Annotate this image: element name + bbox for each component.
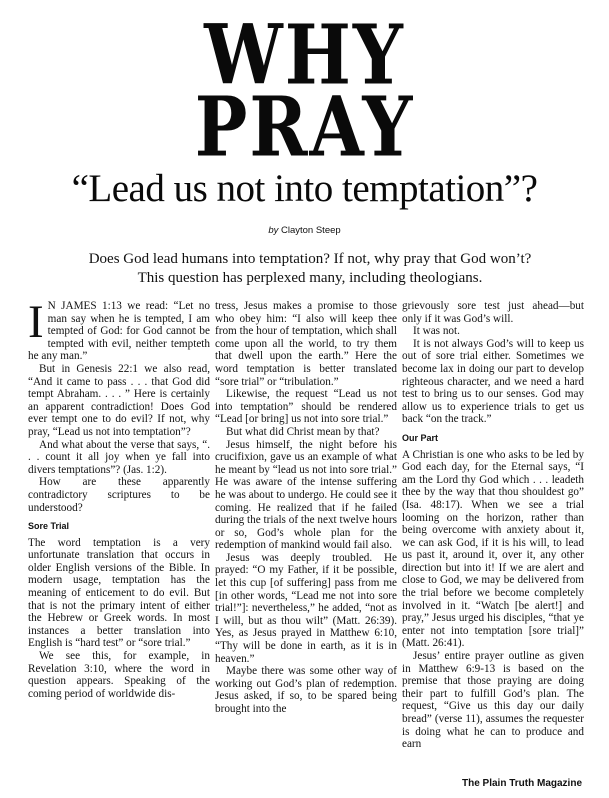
column-2-paragraph-4: Jesus himself, the night before his crucifixion, gave us an example of what he meant by “lead us not into sore trial.” He was aware of the intense suffering he was about to undergo. He could see it coming. He realized that if he failed during the trials of the next twelve hours or so, God’s whole plan for the redemption of mankind would fail also. bbox=[215, 438, 397, 552]
column-1-paragraph-5: The word temptation is a very unfortunate translation that occurs in older English versions of the Bible. In modern usage, temptation has the meaning of enticement to do evil. But that is not the primary intent of either the Hebrew or Greek words. In most instances a better translation into English is “hard test” or “sore trial.” bbox=[28, 536, 210, 650]
column-1-paragraph-4: How are these apparently contradictory scriptures to be understood? bbox=[28, 476, 210, 514]
column-3-paragraph-3: It is not always God’s will to keep us out of sore trial either. Sometimes we become lax in doing our part to develop righteous character, and we need a hard test to bring us to our senses. God may allow us to experience trials to get us back “on the track.” bbox=[402, 337, 584, 426]
column-1-paragraph-3: And what about the verse that says, “. . . count it all joy when ye fall into divers temptations”? (Jas. 1:2). bbox=[28, 438, 210, 476]
column-2 bbox=[215, 300, 397, 716]
byline-author: Clayton Steep bbox=[281, 225, 341, 236]
column-1-paragraph-2: But in Genesis 22:1 we also read, “And it came to pass . . . that God did tempt Abraham. . . . ” Here is certainly an apparent contradiction! Does God ever tempt one to do evil? If not, why pray, “Lead us not into temptation”? bbox=[28, 362, 210, 438]
byline bbox=[0, 225, 609, 236]
headline-why: WHY bbox=[204, 5, 405, 104]
column-2-paragraph-2: Likewise, the request “Lead us not into temptation” should be rendered “Lead [or bring] us not into sore trial.” bbox=[215, 388, 397, 426]
article-deck: Does God lead humans into temptation? If not, why pray that God won’t? This question has perplexed many, including theologians. bbox=[88, 251, 532, 286]
column-3-paragraph-2: It was not. bbox=[413, 325, 460, 338]
column-3-paragraph-1: grievously sore test just ahead—but only if it was God’s will. bbox=[402, 300, 584, 325]
section-heading-our-part: Our Part bbox=[402, 432, 439, 443]
column-1-paragraph-6: We see this, for example, in Revelation 3:10, where the word in question appears. Speaking of the coming period of worldwide dis- bbox=[28, 650, 210, 700]
headline-pray: PRAY bbox=[194, 77, 415, 176]
column-2-paragraph-1: tress, Jesus makes a promise to those who obey him: “I also will keep thee from the hour of temptation, which shall come upon all the world, to try them that dwell upon the earth.” Here the word temptation is better translated “sore trial” or “tribulation.” bbox=[215, 300, 397, 388]
column-3 bbox=[402, 300, 584, 751]
column-2-paragraph-5: Jesus was deeply troubled. He prayed: “O my Father, if it be possible, let this cup [of suffering] pass from me [in other words, “Lead me not into sore trial!”]: nevertheless,” he added, “not as I will, but as thou wilt” (Matt. 26:39). Yes, as Jesus prayed in Matthew 6:10, “Thy will be done in earth, as it is in heaven.” bbox=[215, 551, 397, 665]
column-1-paragraph-1-text: N JAMES 1:13 we read: “Let no man say when he is tempted, I am tempted of God: for God cannot be tempted with evil, neither tempteth he any man.” bbox=[28, 300, 210, 363]
column-1-paragraph-1 bbox=[28, 296, 210, 363]
byline-prefix: by bbox=[268, 225, 279, 236]
column-2-paragraph-6: Maybe there was some other way of working out God’s plan of redemption. Jesus asked, if so, to be spared being brought into the bbox=[215, 665, 397, 715]
section-heading-sore-trial: Sore Trial bbox=[28, 521, 70, 532]
column-1 bbox=[28, 296, 210, 700]
column-3-paragraph-4: A Christian is one who asks to be led by God each day, for the Eternal says, “I am the Lord thy God which . . . leadeth thee by the way that thou shouldest go” (Isa. 48:17). When we see a trial looming on the horizon, rather than being overcome with anxiety about it, we can ask God, if it is his will, to lead us past it, around it, over it, any other direction but into it! If we are alert and close to God, we may be delivered from the trial before we become completely involved in it. “Watch [be alert!] and pray,” Jesus urged his disciples, “that ye enter not into temptation [sore trial]” (Matt. 26:41). bbox=[402, 448, 584, 650]
magazine-footer: The Plain Truth Magazine bbox=[461, 778, 582, 789]
drop-cap: I bbox=[28, 296, 44, 348]
column-2-paragraph-3: But what did Christ mean by that? bbox=[226, 425, 380, 438]
subheadline: “Lead us not into temptation”? bbox=[71, 167, 538, 210]
column-3-paragraph-5: Jesus’ entire prayer outline as given in Matthew 6:9-13 is based on the premise that those praying are doing their part to fulfill God’s plan. The request, “Give us this day our daily bread” (verse 11), assumes the requester is doing what he can to produce and earn bbox=[402, 650, 584, 751]
